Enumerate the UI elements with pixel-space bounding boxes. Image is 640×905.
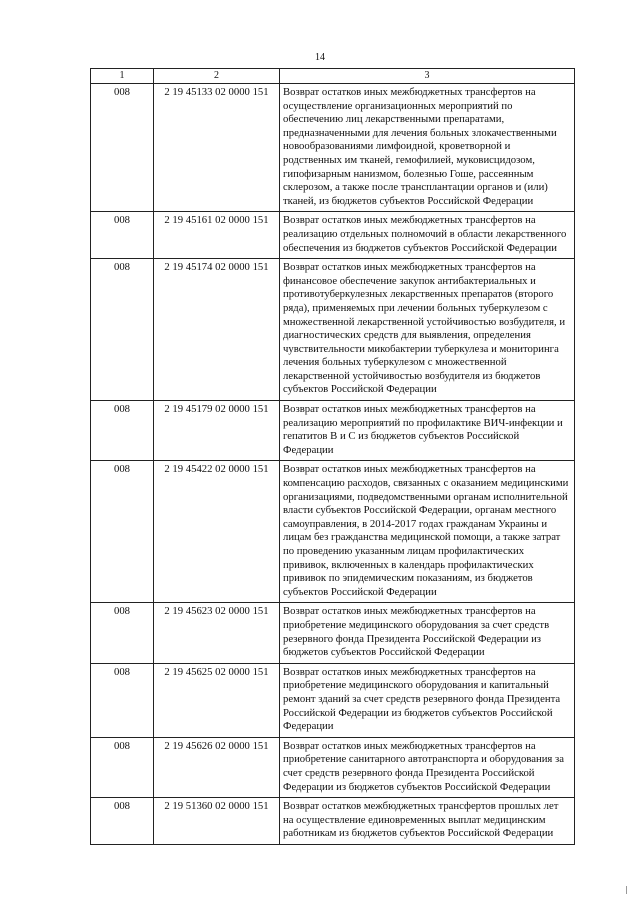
revenue-code-cell: 2 19 45161 02 0000 151	[154, 212, 280, 259]
table-row	[91, 84, 575, 212]
revenue-code-cell: 2 19 45422 02 0000 151	[154, 461, 280, 603]
table-row	[91, 663, 575, 737]
administrator-code-cell: 008	[91, 401, 154, 461]
table-row	[91, 737, 575, 797]
description-cell: Возврат остатков иных межбюджетных трансфертов на осуществление организационных мероприятий по обеспечению лиц лекарственными препаратами, предназначенными для лечения больных злокачественными новообразованиями лимфоидной, кроветворной и родственных им тканей, гемофилией, муковисцидозом, гипофизарным нанизмом, болезнью Гоше, рассеянным склерозом, а также после трансплантации органов и (или) тканей, из бюджетов субъектов Российской Федерации	[280, 84, 575, 212]
description-cell: Возврат остатков межбюджетных трансфертов прошлых лет на осуществление единовременных выплат медицинским работникам из бюджетов субъектов Российской Федерации	[280, 798, 575, 845]
table-row	[91, 401, 575, 461]
revenue-code-cell: 2 19 45179 02 0000 151	[154, 401, 280, 461]
revenue-code-cell: 2 19 45625 02 0000 151	[154, 663, 280, 737]
administrator-code-cell: 008	[91, 663, 154, 737]
scan-edge-mark	[626, 886, 627, 894]
table-row	[91, 798, 575, 845]
revenue-code-cell: 2 19 45626 02 0000 151	[154, 737, 280, 797]
administrator-code-cell: 008	[91, 603, 154, 663]
column-header: 3	[280, 69, 575, 84]
administrator-code-cell: 008	[91, 259, 154, 401]
description-cell: Возврат остатков иных межбюджетных трансфертов на компенсацию расходов, связанных с оказанием медицинскими организациями, подведомственными органам исполнительной власти субъектов Российской Федерации, органам местного самоуправления, в 2014-2017 годах гражданам Украины и лицам без гражданства медицинской помощи, а также затрат по проведению указанным лицам профилактических прививок, включенных в календарь профилактических прививок по эпидемическим показаниям, из бюджетов субъектов Российской Федерации	[280, 461, 575, 603]
description-cell: Возврат остатков иных межбюджетных трансфертов на приобретение медицинского оборудования и капитальный ремонт зданий за счет средств резервного фонда Президента Российской Федерации из бюджетов субъектов Российской Федерации	[280, 663, 575, 737]
table-row	[91, 603, 575, 663]
administrator-code-cell: 008	[91, 461, 154, 603]
description-cell: Возврат остатков иных межбюджетных трансфертов на реализацию отдельных полномочий в области лекарственного обеспечения из бюджетов субъектов Российской Федерации	[280, 212, 575, 259]
revenue-code-cell: 2 19 45623 02 0000 151	[154, 603, 280, 663]
table-row	[91, 259, 575, 401]
table-row	[91, 461, 575, 603]
description-cell: Возврат остатков иных межбюджетных трансфертов на реализацию мероприятий по профилактике ВИЧ-инфекции и гепатитов В и С из бюджетов субъектов Российской Федерации	[280, 401, 575, 461]
column-header: 1	[91, 69, 154, 84]
administrator-code-cell: 008	[91, 212, 154, 259]
administrator-code-cell: 008	[91, 84, 154, 212]
column-number-row	[91, 69, 575, 84]
column-header: 2	[154, 69, 280, 84]
administrator-code-cell: 008	[91, 737, 154, 797]
description-cell: Возврат остатков иных межбюджетных трансфертов на приобретение медицинского оборудования за счет средств резервного фонда Президента Российской Федерации из бюджетов субъектов Российской Федерации	[280, 603, 575, 663]
administrator-code-cell: 008	[91, 798, 154, 845]
revenue-code-cell: 2 19 45174 02 0000 151	[154, 259, 280, 401]
budget-code-table	[90, 68, 575, 845]
page-number: 14	[315, 52, 325, 63]
description-cell: Возврат остатков иных межбюджетных трансфертов на финансовое обеспечение закупок антибактериальных и противотуберкулезных лекарственных препаратов (второго ряда), применяемых при лечении больных туберкулезом с множественной лекарственной устойчивостью возбудителя, и диагностических средств для выявления, определения чувствительности микобактерии туберкулеза и мониторинга лечения больных туберкулезом с множественной лекарственной устойчивостью возбудителя из бюджетов субъектов Российской Федерации	[280, 259, 575, 401]
revenue-code-cell: 2 19 51360 02 0000 151	[154, 798, 280, 845]
revenue-code-cell: 2 19 45133 02 0000 151	[154, 84, 280, 212]
description-cell: Возврат остатков иных межбюджетных трансфертов на приобретение санитарного автотранспорта и оборудования за счет средств резервного фонда Президента Российской Федерации из бюджетов субъектов Российской Федерации	[280, 737, 575, 797]
table-row	[91, 212, 575, 259]
